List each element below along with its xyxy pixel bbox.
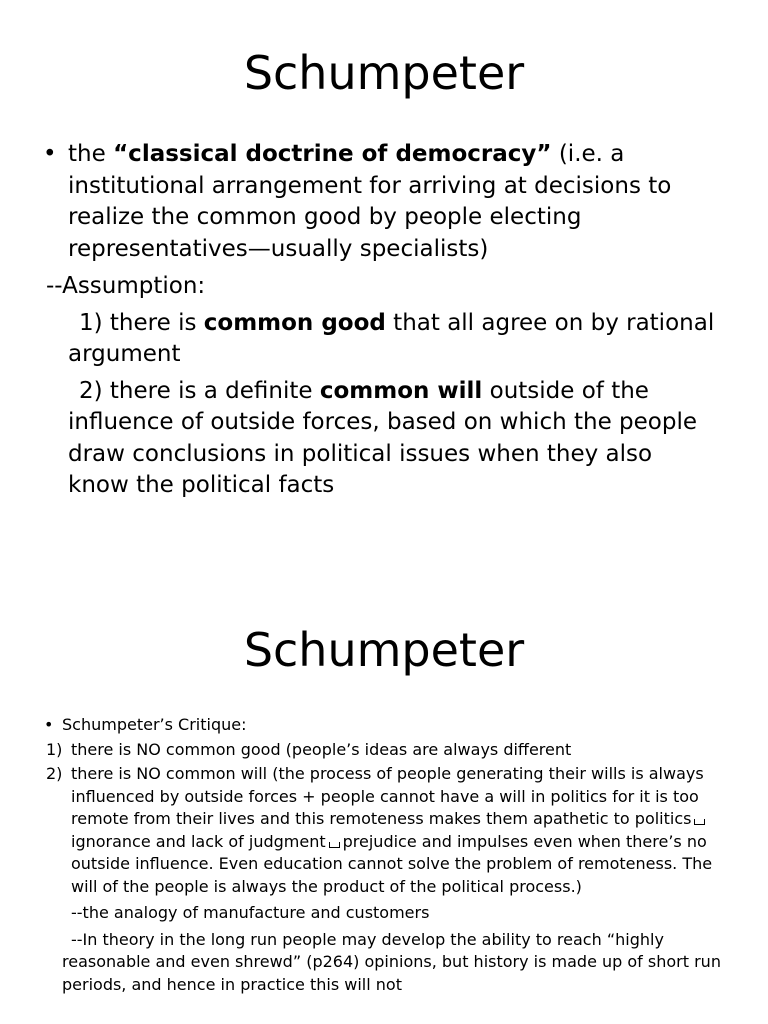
critique-label: • Schumpeter’s Critique: <box>0 714 742 737</box>
bullet-icon: • <box>44 715 54 734</box>
p1-rest: (i.e. a institutional arrangement for arriving at decisions to realize the common good by people electing representatives—usually specialists) <box>68 141 672 262</box>
p1-prefix: the <box>68 141 114 167</box>
assumption-1 <box>0 308 718 371</box>
slide-1-title: Schumpeter <box>243 46 525 100</box>
slide-2 <box>0 512 768 1024</box>
a1-rest: that all agree on by rational argument <box>68 309 715 367</box>
bullet-icon: • <box>43 141 57 167</box>
slide-1-body <box>0 139 768 502</box>
long-run-theory: --In theory in the long run people may develop the ability to reach “highly reasonable and even shrewd” (p264) opinions, but history is made up of short run periods, and hence in practice this will not <box>62 929 721 994</box>
a2-prefix: 2) there is a definite <box>79 377 320 404</box>
a1-prefix: 1) there is <box>79 309 204 336</box>
critique-2-number: 2) <box>46 764 63 783</box>
arrow-placeholder-icon <box>694 819 705 825</box>
assumption-2 <box>0 376 718 502</box>
assumption-label: --Assumption: <box>46 273 206 299</box>
manufacture-analogy: --the analogy of manufacture and customers <box>71 903 430 922</box>
critique-point-2: 2) there is NO common will (the process of people generating their wills is always influenced by outside forces + people cannot have a will in politics for it is too remote from their lives and this remoteness makes them apathetic to politicsignorance and lack of judgment prejudice and impulses even when there’s no outside influence. Even education cannot solve the problem of remoteness. The will of the people is always the product of the political process.) <box>46 764 713 896</box>
slide-2-title: Schumpeter <box>243 623 525 677</box>
critique-1-number: 1) <box>46 739 63 759</box>
a1-bold: common good <box>203 309 386 336</box>
classical-doctrine-point <box>0 139 718 265</box>
critique-point-1: 1) there is NO common good (people’s ideas are always different <box>0 739 731 762</box>
arrow-placeholder-icon <box>329 842 340 848</box>
a2-bold: common will <box>319 377 483 404</box>
p1-bold: “classical doctrine of democracy” <box>113 141 552 167</box>
a2-rest: outside of the influence of outside forces, based on which the people draw conclusions in political issues when they also know the political facts <box>68 377 697 498</box>
slide-2-body <box>0 714 768 996</box>
